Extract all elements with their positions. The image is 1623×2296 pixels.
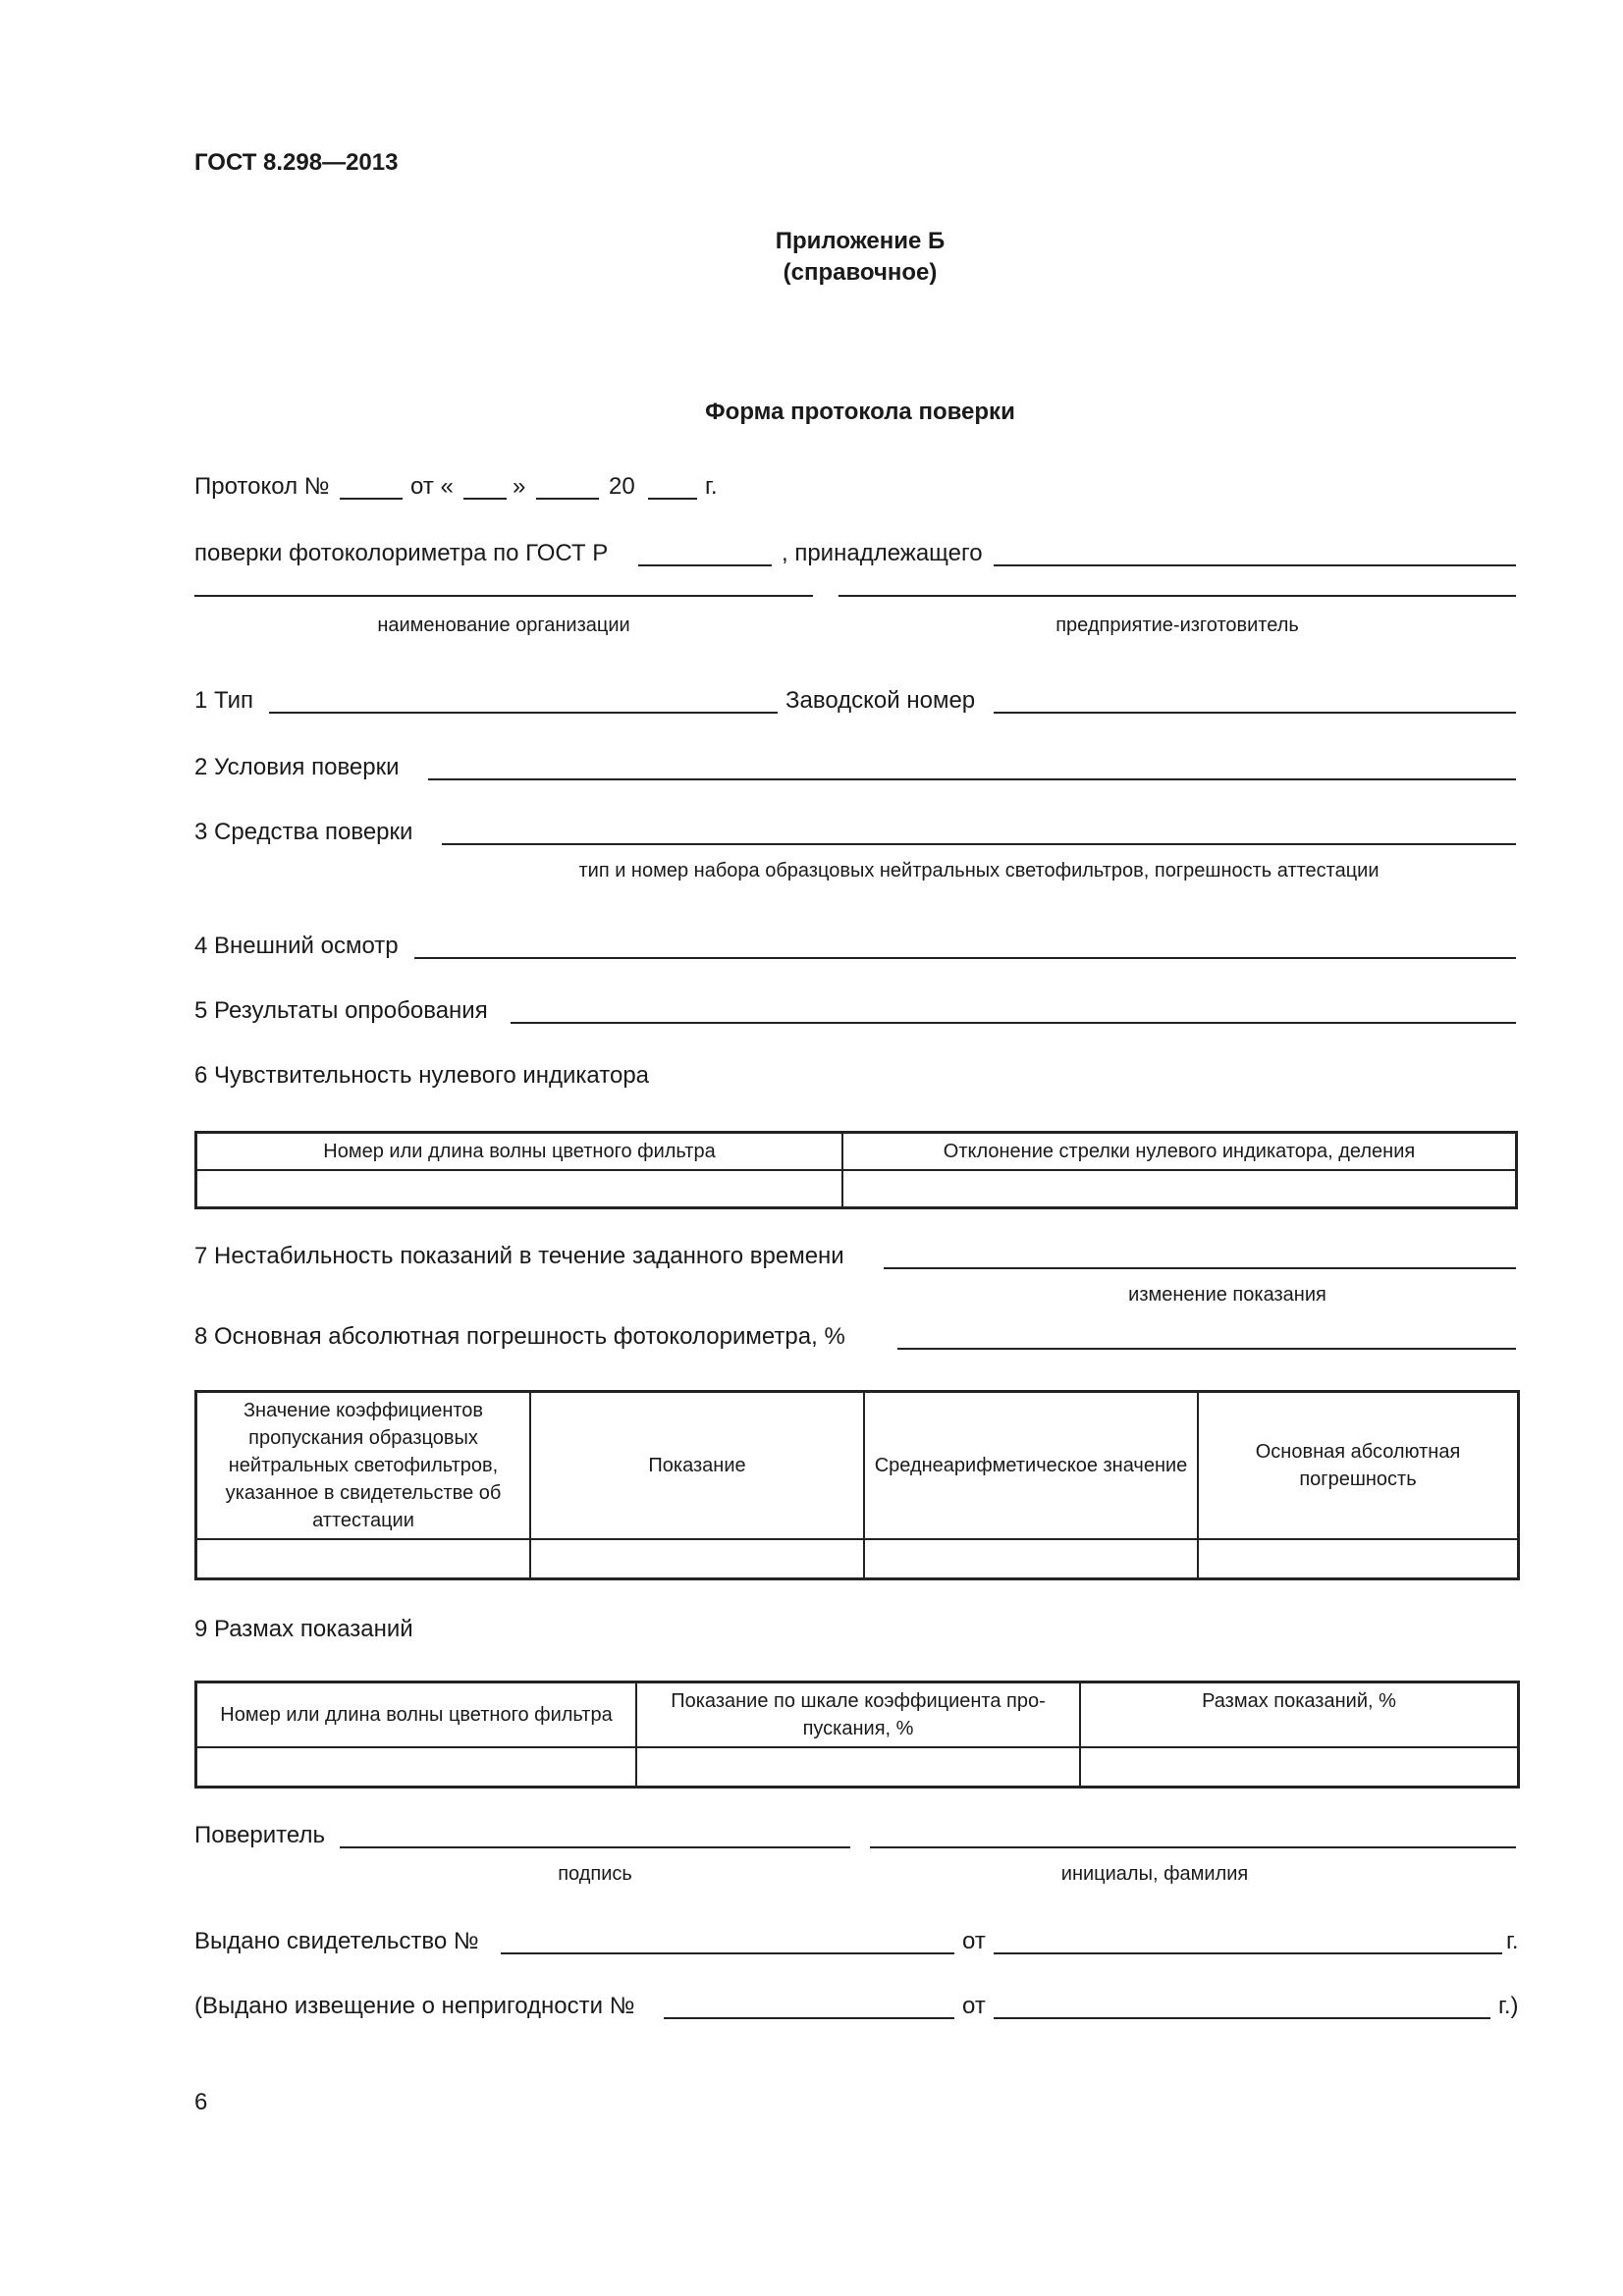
- appendix-title: Приложение Б: [775, 228, 946, 254]
- page-number: 6: [194, 2089, 208, 2115]
- testing-results-field[interactable]: [511, 1022, 1516, 1024]
- protocol-day-field[interactable]: [463, 498, 507, 500]
- item6-label: 6 Чувствительность нулевого индикатора: [194, 1062, 650, 1089]
- protocol-from-label: от «: [410, 473, 454, 500]
- table6-header-deflection: Отклонение стрелки нулевого индикатора, деления: [842, 1133, 1517, 1171]
- table8-header-abs-error: Основная абсолютная погрешность: [1198, 1392, 1519, 1540]
- conditions-field[interactable]: [428, 778, 1516, 780]
- notice-year-suffix: г.): [1498, 1993, 1519, 2019]
- organization-field[interactable]: [194, 595, 813, 597]
- notice-from-label: от: [962, 1993, 986, 2019]
- table9-cell[interactable]: [636, 1747, 1080, 1787]
- table8-cell[interactable]: [530, 1539, 864, 1578]
- table9-header-filter: Номер или длина волны цветного фильтра: [196, 1682, 637, 1748]
- certificate-date-field[interactable]: [994, 1952, 1502, 1954]
- initials-caption: инициалы, фамилия: [1060, 1863, 1249, 1885]
- table8-header-reading: Показание: [530, 1392, 864, 1540]
- item3-label: 3 Средства поверки: [194, 819, 413, 845]
- verifier-label: Поверитель: [194, 1822, 325, 1848]
- item2-label: 2 Условия поверки: [194, 754, 400, 780]
- gost-number-field[interactable]: [638, 564, 772, 566]
- manufacturer-caption: предприятие-изготовитель: [1055, 614, 1299, 636]
- protocol-century-label: 20: [609, 473, 635, 500]
- form-title: Форма протокола поверки: [705, 399, 1015, 425]
- protocol-year-field[interactable]: [648, 498, 697, 500]
- protocol-month-field[interactable]: [536, 498, 599, 500]
- item9-label: 9 Размах показаний: [194, 1616, 413, 1642]
- table9-cell[interactable]: [196, 1747, 637, 1787]
- protocol-label: Протокол №: [194, 473, 330, 500]
- protocol-quote-label: »: [513, 473, 526, 500]
- certificate-year-suffix: г.: [1506, 1928, 1519, 1954]
- table8-header-coefficients: Значение коэффициентов пропускания образцовых нейтральных светофильтров, указанное в свидетельстве об аттестации: [196, 1392, 531, 1540]
- signature-caption: подпись: [558, 1863, 632, 1885]
- sensitivity-table: [194, 1131, 1518, 1209]
- item7-label: 7 Нестабильность показаний в течение заданного времени: [194, 1243, 844, 1269]
- error-table: [194, 1390, 1520, 1580]
- table9-header-range: Размах показаний, %: [1080, 1682, 1519, 1748]
- table9-header-scale: Показание по шкале коэффициента про-пускания, %: [636, 1682, 1080, 1748]
- notice-label: (Выдано извещение о непригодности №: [194, 1993, 635, 2019]
- item8-label: 8 Основная абсолютная погрешность фотоколориметра, %: [194, 1323, 845, 1350]
- org-name-caption: наименование организации: [377, 614, 630, 636]
- manufacturer-field[interactable]: [839, 595, 1516, 597]
- table9-cell[interactable]: [1080, 1747, 1519, 1787]
- appendix-subtitle: (справочное): [783, 259, 938, 286]
- table8-cell[interactable]: [196, 1539, 531, 1578]
- table6-header-filter: Номер или длина волны цветного фильтра: [196, 1133, 843, 1171]
- table6-cell[interactable]: [842, 1170, 1517, 1207]
- verification-label: поверки фотоколориметра по ГОСТ Р: [194, 540, 609, 566]
- table8-cell[interactable]: [1198, 1539, 1519, 1578]
- table6-cell[interactable]: [196, 1170, 843, 1207]
- certificate-number-field[interactable]: [501, 1952, 954, 1954]
- owner-field[interactable]: [994, 564, 1516, 566]
- protocol-number-field[interactable]: [340, 498, 403, 500]
- reading-change-caption: изменение показания: [1128, 1284, 1326, 1306]
- item1-type-label: 1 Тип: [194, 687, 254, 714]
- table8-header-mean: Среднеарифметическое значение: [864, 1392, 1198, 1540]
- protocol-year-suffix: г.: [705, 473, 718, 500]
- item4-label: 4 Внешний осмотр: [194, 933, 399, 959]
- means-field[interactable]: [442, 843, 1516, 845]
- table8-cell[interactable]: [864, 1539, 1198, 1578]
- item5-label: 5 Результаты опробования: [194, 997, 488, 1024]
- certificate-label: Выдано свидетельство №: [194, 1928, 479, 1954]
- notice-number-field[interactable]: [664, 2017, 954, 2019]
- error-field[interactable]: [897, 1348, 1516, 1350]
- initials-field[interactable]: [870, 1846, 1516, 1848]
- standard-number: ГОСТ 8.298—2013: [194, 149, 399, 176]
- certificate-from-label: от: [962, 1928, 986, 1954]
- belonging-label: , принадлежащего: [782, 540, 983, 566]
- notice-date-field[interactable]: [994, 2017, 1490, 2019]
- serial-number-field[interactable]: [994, 712, 1516, 714]
- type-field[interactable]: [269, 712, 778, 714]
- signature-field[interactable]: [340, 1846, 850, 1848]
- instability-field[interactable]: [884, 1267, 1516, 1269]
- filter-set-caption: тип и номер набора образцовых нейтральных светофильтров, погрешность аттестации: [578, 860, 1380, 881]
- range-table: [194, 1681, 1520, 1789]
- item1-serial-label: Заводской номер: [785, 687, 976, 714]
- inspection-field[interactable]: [414, 957, 1516, 959]
